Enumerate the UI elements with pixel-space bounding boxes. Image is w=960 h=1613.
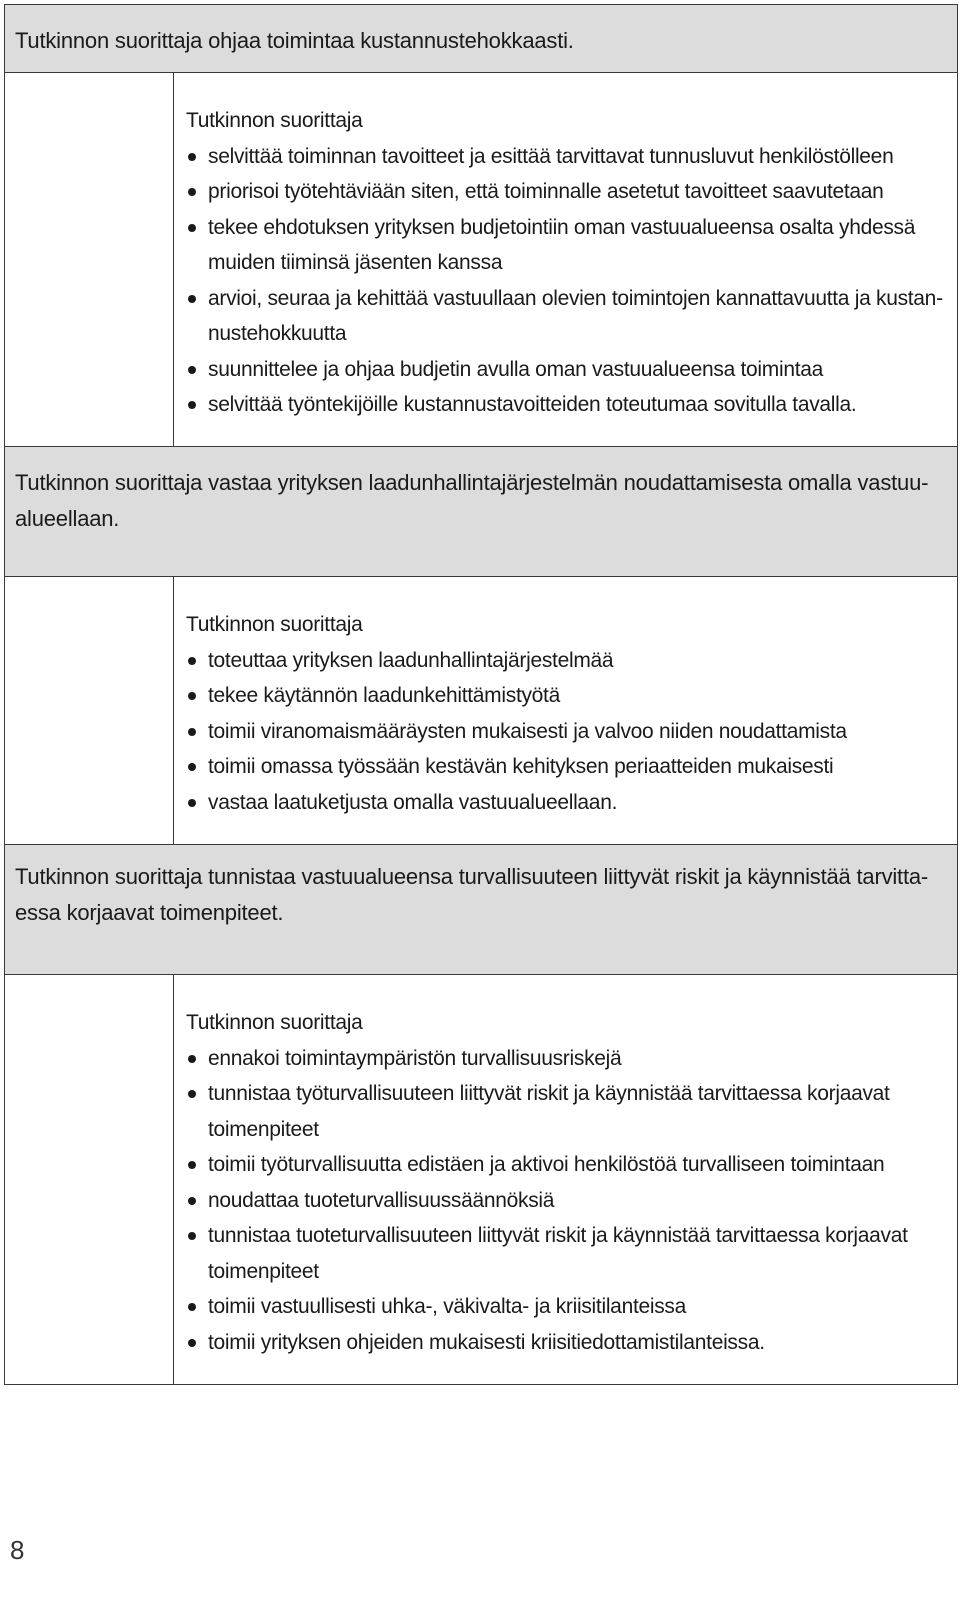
bullet-icon xyxy=(188,295,196,303)
bullet-icon xyxy=(188,799,196,807)
list-item: vastaa laatuketjusta omalla vastuualueellaan. xyxy=(186,785,945,821)
section-2-content-row xyxy=(5,577,958,845)
bullet-icon xyxy=(188,401,196,409)
criteria-list xyxy=(186,643,945,821)
list-item: selvittää toiminnan tavoitteet ja esittää tarvittavat tunnusluvut henkilöstölleen xyxy=(186,139,945,175)
bullet-icon xyxy=(188,1303,196,1311)
bullet-icon xyxy=(188,1090,196,1098)
page-number: 8 xyxy=(10,1535,25,1565)
intro-text: Tutkinnon suorittaja xyxy=(186,613,363,636)
bullet-icon xyxy=(188,657,196,665)
list-item: tunnistaa tuoteturvallisuuteen liittyvät riskit ja käynnistää tarvittaessa korjaavat toimenpiteet xyxy=(186,1218,945,1289)
list-item: selvittää työntekijöille kustannustavoitteiden toteutumaa sovitulla tavalla. xyxy=(186,387,945,423)
section-3-header-row xyxy=(5,845,958,975)
section-content xyxy=(174,577,958,845)
criteria-list xyxy=(186,139,945,423)
section-content xyxy=(174,975,958,1385)
list-item: toteuttaa yrityksen laadunhallintajärjestelmää xyxy=(186,643,945,679)
intro-text: Tutkinnon suorittaja xyxy=(186,1011,363,1034)
list-item: noudattaa tuoteturvallisuussäännöksiä xyxy=(186,1183,945,1219)
intro-text: Tutkinnon suorittaja xyxy=(186,109,363,132)
criteria-list xyxy=(186,1041,945,1361)
list-item: tekee käytännön laadunkehittämistyötä xyxy=(186,678,945,714)
list-item: suunnittelee ja ohjaa budjetin avulla oman vastuualueensa toimintaa xyxy=(186,352,945,388)
list-item: toimii omassa työssään kestävän kehityksen periaatteiden mukaisesti xyxy=(186,749,945,785)
section-content xyxy=(174,73,958,447)
bullet-icon xyxy=(188,728,196,736)
bullet-icon xyxy=(188,1232,196,1240)
section-1-content-row xyxy=(5,73,958,447)
bullet-icon xyxy=(188,1161,196,1169)
section-3-content-row xyxy=(5,975,958,1385)
bullet-icon xyxy=(188,188,196,196)
empty-left-cell xyxy=(5,73,174,447)
list-item: tunnistaa työturvallisuuteen liittyvät riskit ja käynnistää tarvittaessa korjaavat toimenpiteet xyxy=(186,1076,945,1147)
competence-table xyxy=(4,4,958,1385)
section-heading: Tutkinnon suorittaja vastaa yrityksen laadunhallintajärjestelmän noudattamisesta omalla vastuualueellaan. xyxy=(5,447,958,577)
bullet-icon xyxy=(188,692,196,700)
empty-left-cell xyxy=(5,975,174,1385)
empty-left-cell xyxy=(5,577,174,845)
section-2-header-row xyxy=(5,447,958,577)
list-item: toimii työturvallisuutta edistäen ja aktivoi henkilöstöä turvalliseen toimintaan xyxy=(186,1147,945,1183)
list-item: toimii viranomaismääräysten mukaisesti ja valvoo niiden noudattamista xyxy=(186,714,945,750)
list-item: toimii vastuullisesti uhka-, väkivalta- ja kriisitilanteissa xyxy=(186,1289,945,1325)
bullet-icon xyxy=(188,1055,196,1063)
list-item: tekee ehdotuksen yrityksen budjetointiin oman vastuualueensa osalta yhdessä muiden tiiminsä jäsenten kanssa xyxy=(186,210,945,281)
section-heading: Tutkinnon suorittaja ohjaa toimintaa kustannustehokkaasti. xyxy=(5,5,958,73)
bullet-icon xyxy=(188,224,196,232)
list-item: ennakoi toimintaympäristön turvallisuusriskejä xyxy=(186,1041,945,1077)
section-heading: Tutkinnon suorittaja tunnistaa vastuualueensa turvallisuuteen liittyvät riskit ja käynnistää tarvittaessa korjaavat toimenpiteet. xyxy=(5,845,958,975)
section-1-header-row xyxy=(5,5,958,73)
list-item: toimii yrityksen ohjeiden mukaisesti kriisitiedottamistilanteissa. xyxy=(186,1325,945,1361)
bullet-icon xyxy=(188,1197,196,1205)
list-item: arvioi, seuraa ja kehittää vastuullaan olevien toimintojen kannattavuutta ja kustannustehokkuutta xyxy=(186,281,945,352)
bullet-icon xyxy=(188,153,196,161)
bullet-icon xyxy=(188,763,196,771)
list-item: priorisoi työtehtäviään siten, että toiminnalle asetetut tavoitteet saavutetaan xyxy=(186,174,945,210)
bullet-icon xyxy=(188,1339,196,1347)
bullet-icon xyxy=(188,366,196,374)
